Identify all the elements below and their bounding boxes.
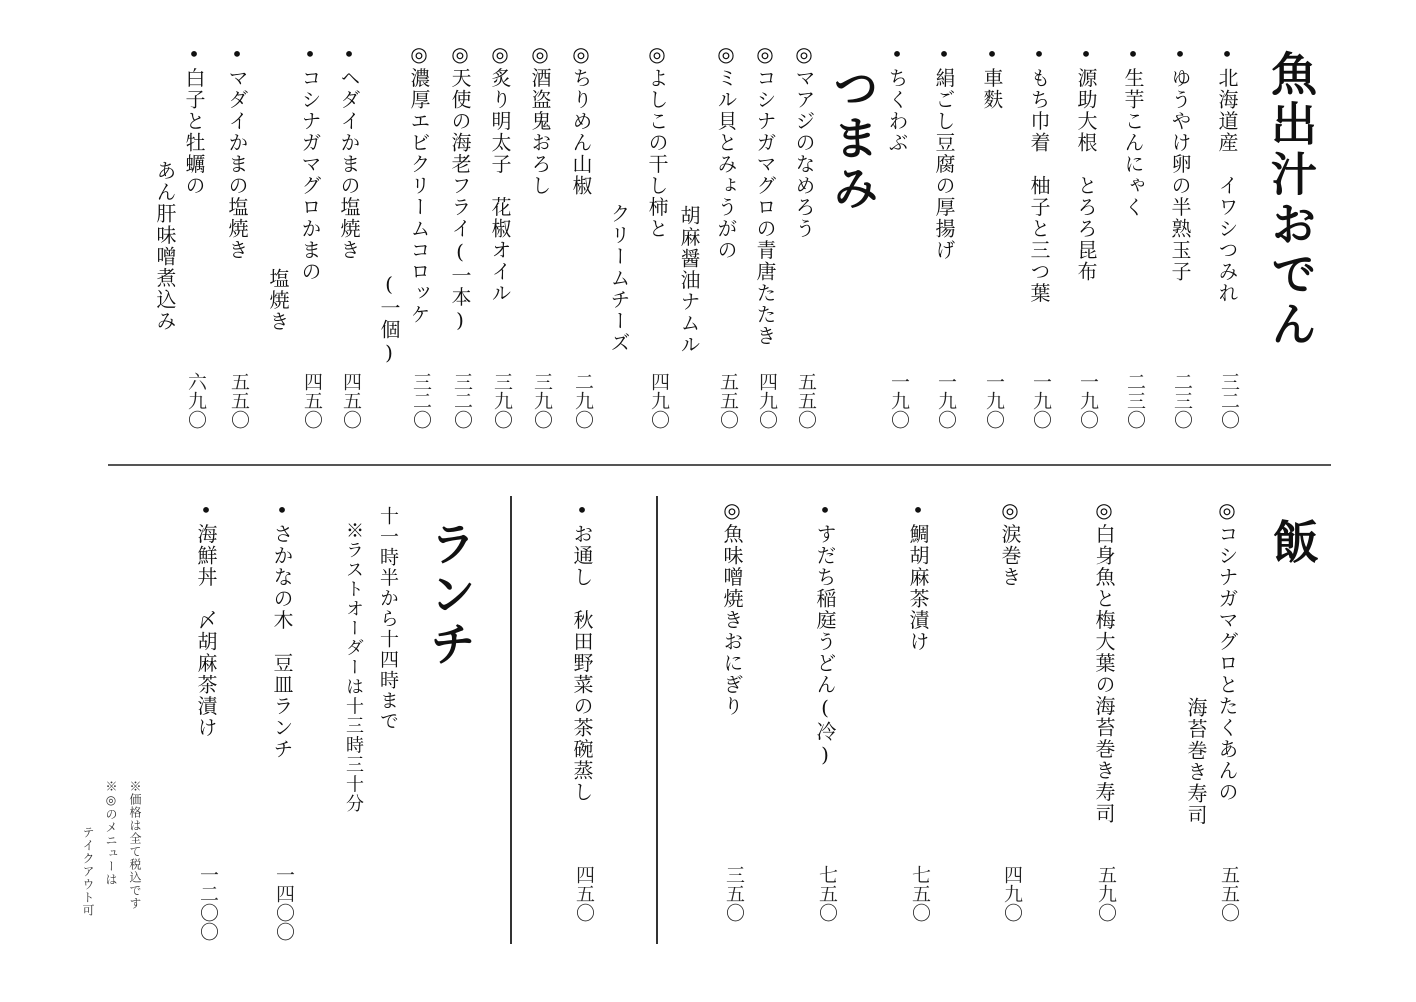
menu-item [1094,498,1114,825]
item-price: 二三〇 [1171,372,1193,429]
bullet-icon: • [1215,42,1239,68]
takeout-note: ※◎のメニューは [104,780,118,886]
item-name: お通し 秋田野菜の茶碗蒸し [570,523,594,803]
item-name: もち巾着 柚子と三つ葉 [1027,67,1051,304]
item-price: 三五〇 [723,865,745,922]
menu-item [1217,498,1237,803]
menu-item [722,498,742,717]
bullet-icon: • [337,42,361,68]
menu-item [794,42,814,240]
double-circle-icon: ◎ [528,42,552,68]
item-name: マアジのなめろう [792,67,816,240]
tax-note: ※価格は全て税込です [128,780,142,910]
bullet-icon: • [1074,42,1098,68]
item-name: 炙り明太子 花椒オイル [488,67,512,304]
menu-item [571,42,591,197]
menu-item [196,498,216,739]
double-circle-icon: ◎ [714,42,738,68]
item-price: 一九〇 [888,372,910,429]
section-divider [108,464,1331,466]
item-price: 四九〇 [756,372,778,429]
item-name: 天使の海老フライ(一本) [448,67,472,334]
menu-item [1076,42,1096,283]
menu-item [572,498,592,803]
item-name: 絹ごし豆腐の厚揚げ [932,67,956,261]
item-name: 涙巻き [998,523,1022,588]
lunch-hours: 十一時半から十四時まで [377,506,399,732]
item-price: 一九〇 [1077,372,1099,429]
double-circle-icon: ◎ [1092,498,1116,524]
menu-item [934,42,954,261]
item-name: ちくわぶ [885,67,909,154]
item-price: 七五〇 [909,865,931,922]
item-price: 二三〇 [1124,372,1146,429]
item-price: 二九〇 [572,372,594,429]
item-price: 一九〇 [935,372,957,429]
bullet-icon: • [182,42,206,68]
bullet-icon: • [980,42,1004,68]
bullet-icon: • [813,498,837,524]
bullet-icon: • [932,42,956,68]
item-price: 三二〇 [410,372,432,429]
menu-item [450,42,470,334]
menu-item [815,498,835,768]
item-name: コシナガマグロかまの [298,67,322,283]
item-price: 一四〇〇 [273,865,295,941]
item-price: 五五〇 [1218,865,1240,922]
menu-item [184,42,204,197]
takeout-note-continued: テイクアウト可 [81,826,95,917]
double-circle-icon: ◎ [448,42,472,68]
tsumami-title: つまみ [826,64,880,214]
lunch-title: ランチ [423,520,477,670]
item-name: すだち稲庭うどん(冷) [813,523,837,768]
item-name: 海鮮丼 〆胡麻茶漬け [194,523,218,739]
item-price: 三九〇 [531,372,553,429]
menu-item [227,42,247,261]
item-name: コシナガマグロとたくあんの [1215,523,1239,803]
item-name-continued: (一個) [377,272,401,366]
item-name: コシナガマグロの青唐たたき [753,67,777,347]
bullet-icon: • [194,498,218,524]
item-price: 四九〇 [1001,865,1023,922]
item-price: 四五〇 [340,372,362,429]
item-price: 三二〇 [451,372,473,429]
item-name: ゆうやけ卵の半熟玉子 [1168,67,1192,283]
double-circle-icon: ◎ [645,42,669,68]
double-circle-icon: ◎ [488,42,512,68]
item-name: 生芋こんにゃく [1121,67,1145,218]
item-name: マダイかまの塩焼き [225,67,249,261]
item-name: 魚味噌焼きおにぎり [720,523,744,717]
item-name: さかなの木 豆皿ランチ [270,523,294,760]
item-name-continued: 海苔巻き寿司 [1184,697,1208,826]
bullet-icon: • [225,42,249,68]
bullet-icon: • [298,42,322,68]
item-price: 五五〇 [228,372,250,429]
double-circle-icon: ◎ [569,42,593,68]
item-price: 一九〇 [1030,372,1052,429]
bullet-icon: • [570,498,594,524]
menu-item [1170,42,1190,283]
vertical-divider [510,496,512,944]
menu-item [887,42,907,154]
meshi-title: 飯 [1266,518,1320,568]
item-price: 五五〇 [717,372,739,429]
item-price: 四九〇 [648,372,670,429]
item-name: ミル貝とみょうがの [714,67,738,261]
menu-item [1217,42,1237,304]
item-price: 一二〇〇 [197,865,219,941]
menu-item [1029,42,1049,304]
item-name-continued: クリームチーズ [607,203,631,354]
vertical-divider [656,496,658,944]
item-price: 五九〇 [1095,865,1117,922]
item-price: 四五〇 [301,372,323,429]
item-price: 六九〇 [185,372,207,429]
bullet-icon: • [885,42,909,68]
item-price: 四五〇 [573,865,595,922]
double-circle-icon: ◎ [407,42,431,68]
double-circle-icon: ◎ [1215,498,1239,524]
item-name: 鯛胡麻茶漬け [906,523,930,653]
menu-item [409,42,429,326]
item-name: 酒盗鬼おろし [528,67,552,197]
menu-item [272,498,292,760]
menu-item [982,42,1002,111]
double-circle-icon: ◎ [998,498,1022,524]
lunch-last-order: ※ラストオーダーは十三時三十分 [343,521,364,814]
menu-item [716,42,736,261]
bullet-icon: • [906,498,930,524]
menu-item [490,42,510,304]
menu-item [300,42,320,283]
menu-item [647,42,667,240]
item-name: 北海道産 イワシつみれ [1215,67,1239,304]
item-name: 白身魚と梅大葉の海苔巻き寿司 [1092,523,1116,825]
item-name-continued: あん肝味噌煮込み [153,160,177,332]
bullet-icon: • [270,498,294,524]
item-price: 一九〇 [983,372,1005,429]
item-name-continued: 胡麻醤油ナムル [677,205,701,356]
item-name: ちりめん山椒 [569,67,593,197]
bullet-icon: • [1168,42,1192,68]
item-price: 五五〇 [795,372,817,429]
item-price: 三九〇 [491,372,513,429]
double-circle-icon: ◎ [720,498,744,524]
bullet-icon: • [1027,42,1051,68]
item-name: 白子と牡蠣の [182,67,206,197]
menu-item [530,42,550,197]
double-circle-icon: ◎ [792,42,816,68]
menu-item [908,498,928,653]
menu-item [755,42,775,347]
item-price: 七五〇 [816,865,838,922]
item-price: 三二〇 [1218,372,1240,429]
menu-item [1000,498,1020,588]
double-circle-icon: ◎ [753,42,777,68]
menu-item [1123,42,1143,218]
item-name: 源助大根 とろろ昆布 [1074,67,1098,283]
menu-item [339,42,359,261]
oden-title: 魚出汁おでん [1264,50,1318,350]
item-name: 車麩 [980,67,1004,111]
bullet-icon: • [1121,42,1145,68]
item-name: 濃厚エビクリームコロッケ [407,67,431,326]
item-name: よしこの干し柿と [645,67,669,240]
item-name: ヘダイかまの塩焼き [337,67,361,261]
item-name-continued: 塩焼き [266,268,290,333]
